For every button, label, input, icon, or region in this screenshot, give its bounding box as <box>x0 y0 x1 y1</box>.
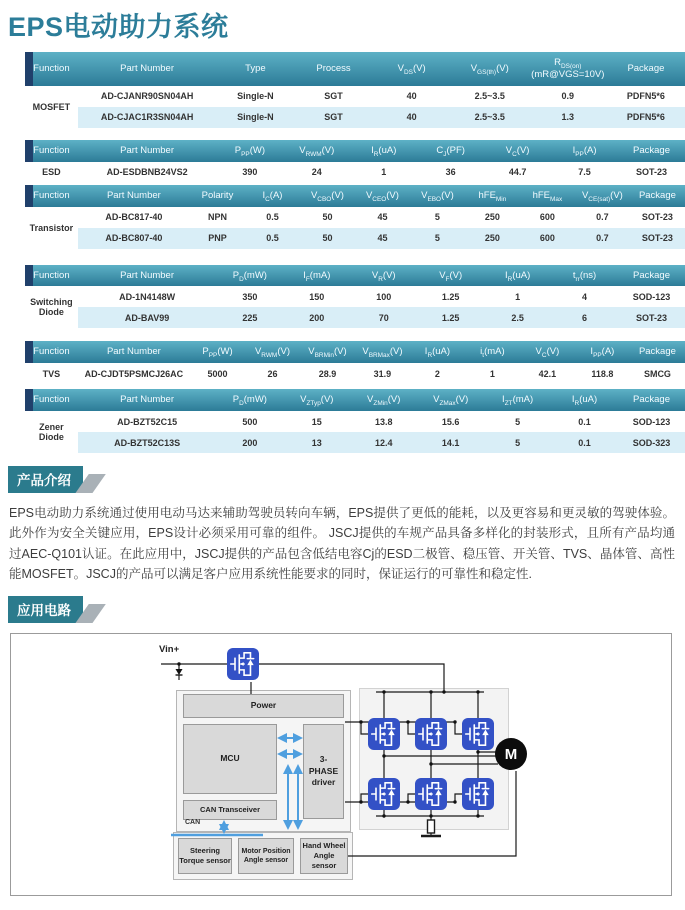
header-cell: $P_D(mW)$ <box>216 389 283 411</box>
body-cell: 15 <box>283 411 350 432</box>
body-cell: 13 <box>283 432 350 453</box>
section-badge-intro: 产品介绍 <box>8 466 83 493</box>
body-cell: SOD-123 <box>618 411 685 432</box>
spec-table-mosfet <box>25 52 685 128</box>
body-cell: AD-CJDT5PSMCJ26AC <box>78 363 190 384</box>
header-cell: $I_{PP}(A)$ <box>551 140 618 162</box>
body-cell: 45 <box>355 207 410 228</box>
body-cell: 36 <box>417 162 484 183</box>
spec-table-zener-diode <box>25 389 685 453</box>
header-cell: $I_R(uA)$ <box>350 140 417 162</box>
mosfet-icon <box>462 718 494 750</box>
spec-table-tvs <box>25 341 685 384</box>
header-cell: $t_{rr}(ns)$ <box>551 265 618 287</box>
body-cell: SGT <box>294 86 372 107</box>
header-cell: Function <box>25 52 78 86</box>
sensor-label: Hand Wheel Angle sensor <box>302 840 346 871</box>
header-cell: $V_{ZTyp}(V)$ <box>283 389 350 411</box>
body-cell: 2.5 <box>484 307 551 328</box>
header-cell: $I_R(uA)$ <box>484 265 551 287</box>
body-cell: 0.9 <box>529 86 607 107</box>
body-cell: SOT-23 <box>618 307 685 328</box>
motor-position-sensor-block <box>238 838 294 874</box>
spec-table-switching-diode <box>25 265 685 329</box>
body-cell: 2 <box>410 363 465 384</box>
header-cell: $I_R(uA)$ <box>410 341 465 363</box>
body-cell: PDFN5*6 <box>607 86 685 107</box>
body-cell: 28.9 <box>300 363 355 384</box>
header-cell: $C_J(PF)$ <box>417 140 484 162</box>
body-cell: 0.7 <box>575 207 630 228</box>
body-cell: 1 <box>465 363 520 384</box>
body-cell: 0.5 <box>245 228 300 249</box>
header-cell: $V_{BRMin}(V)$ <box>300 341 355 363</box>
body-cell: 12.4 <box>350 432 417 453</box>
page-title: EPS电动助力系统 <box>8 12 229 42</box>
header-cell: $P_D(mW)$ <box>216 265 283 287</box>
header-cell: $R_{DS(on)}$ (mR@VGS=10V) <box>529 52 607 86</box>
body-cell: 150 <box>283 286 350 307</box>
sensor-label: Motor Position Angle sensor <box>241 847 291 865</box>
body-cell: 6 <box>551 307 618 328</box>
header-cell: $V_C(V)$ <box>520 341 575 363</box>
body-cell: 200 <box>216 432 283 453</box>
body-cell: 24 <box>283 162 350 183</box>
can-transceiver-label: CAN Transceiver <box>199 805 261 815</box>
header-cell: $V_{CBO}(V)$ <box>300 185 355 207</box>
header-cell: Polarity <box>190 185 245 207</box>
body-cell: 31.9 <box>355 363 410 384</box>
header-cell: $I_C(A)$ <box>245 185 300 207</box>
header-cell: $I_F(mA)$ <box>283 265 350 287</box>
header-cell: Part Number <box>78 52 217 86</box>
body-cell: AD-ESDBNB24VS2 <box>78 162 217 183</box>
spec-table-transistor <box>25 185 685 249</box>
body-cell: 1 <box>350 162 417 183</box>
body-cell: 500 <box>216 411 283 432</box>
three-phase-driver-block <box>303 724 344 819</box>
power-label: Power <box>250 700 277 711</box>
body-cell: PNP <box>190 228 245 249</box>
function-cell: TVS <box>25 363 78 384</box>
header-cell: $I_R(uA)$ <box>551 389 618 411</box>
body-cell: 5 <box>410 228 465 249</box>
header-cell: Function <box>25 341 78 363</box>
mosfet-icon <box>368 778 400 810</box>
body-cell: 5 <box>484 411 551 432</box>
body-cell: 390 <box>216 162 283 183</box>
header-cell: Type <box>216 52 294 86</box>
body-cell: 14.1 <box>417 432 484 453</box>
intro-paragraph: EPS电动助力系统通过使用电动马达来辅助驾驶员转向车辆，EPS提供了更低的能耗，以及更容易和更灵敏的驾驶体验。此外作为安全关键应用，EPS设计必须采用可靠的组件。 JSCJ提供的车规产品具备多样化的封装形式，且所有产品均通过AEC-Q101认证。在此应用中，JSCJ提供的产品包含低结电容Cj的ESD二极管、稳压管、开关管、TVS、晶体管、高性能MOSFET。JSCJ的产品可以满足客户应用系统性能要求的同时，保证运行的可靠性和稳定性. <box>9 506 675 581</box>
body-cell: 50 <box>300 207 355 228</box>
body-cell: 5000 <box>190 363 245 384</box>
body-cell: 42.1 <box>520 363 575 384</box>
mosfet-icon <box>415 718 447 750</box>
header-cell: Part Number <box>78 341 190 363</box>
body-cell: 0.5 <box>245 207 300 228</box>
mcu-label: MCU <box>220 753 240 764</box>
driver-label-line: PHASE <box>308 765 339 776</box>
body-cell: 200 <box>283 307 350 328</box>
header-cell: Function <box>25 140 78 162</box>
section-badge-circuit: 应用电路 <box>8 596 83 623</box>
header-cell: $V_{ZMax}(V)$ <box>417 389 484 411</box>
header-cell: $V_R(V)$ <box>350 265 417 287</box>
hand-wheel-sensor-block <box>300 838 348 874</box>
header-cell: Function <box>25 265 78 287</box>
function-cell: Zener Diode <box>25 411 78 453</box>
body-cell: NPN <box>190 207 245 228</box>
header-cell: $V_{DS}(V)$ <box>373 52 451 86</box>
body-cell: 0.1 <box>551 432 618 453</box>
header-cell: Package <box>607 52 685 86</box>
header-cell: Package <box>618 265 685 287</box>
header-cell: $V_{RWM}(V)$ <box>245 341 300 363</box>
header-cell: $V_{EBO}(V)$ <box>410 185 465 207</box>
header-cell: hFE$_{Min}$ <box>465 185 520 207</box>
header-cell: $V_{ZMin}(V)$ <box>350 389 417 411</box>
body-cell: SOD-123 <box>618 286 685 307</box>
body-cell: 2.5~3.5 <box>451 107 529 128</box>
spec-tables <box>0 52 685 453</box>
body-cell: 15.6 <box>417 411 484 432</box>
header-cell: Process <box>294 52 372 86</box>
mosfet-icon <box>227 648 259 680</box>
header-cell: hFE$_{Max}$ <box>520 185 575 207</box>
section-product-intro <box>0 466 685 584</box>
body-cell: 1.25 <box>417 286 484 307</box>
body-cell: 118.8 <box>575 363 630 384</box>
body-cell: 40 <box>373 86 451 107</box>
header-cell: $V_{CE(sat)}(V)$ <box>575 185 630 207</box>
function-cell: Switching Diode <box>25 286 78 328</box>
body-cell: SOD-323 <box>618 432 685 453</box>
body-cell: 225 <box>216 307 283 328</box>
header-cell: $P_{PP}(W)$ <box>190 341 245 363</box>
body-cell: 250 <box>465 207 520 228</box>
function-cell: ESD <box>25 162 78 183</box>
body-cell: 44.7 <box>484 162 551 183</box>
power-block <box>183 694 344 718</box>
body-cell: 70 <box>350 307 417 328</box>
header-cell: Part Number <box>78 185 190 207</box>
header-cell: $V_C(V)$ <box>484 140 551 162</box>
steering-torque-sensor-block <box>178 838 232 874</box>
body-cell: 1 <box>484 286 551 307</box>
body-cell: 5 <box>484 432 551 453</box>
body-cell: 250 <box>465 228 520 249</box>
body-cell: Single-N <box>216 107 294 128</box>
header-cell: Package <box>630 341 685 363</box>
header-cell: Package <box>618 389 685 411</box>
function-cell: Transistor <box>25 207 78 249</box>
body-cell: 45 <box>355 228 410 249</box>
section-application-circuit <box>0 596 685 623</box>
body-cell: AD-BC817-40 <box>78 207 190 228</box>
body-cell: 1.25 <box>417 307 484 328</box>
header-cell: $V_{BRMax}(V)$ <box>355 341 410 363</box>
can-transceiver-block <box>183 800 277 820</box>
body-cell: SGT <box>294 107 372 128</box>
function-cell: MOSFET <box>25 86 78 128</box>
body-cell: AD-BZT52C13S <box>78 432 217 453</box>
body-cell: 100 <box>350 286 417 307</box>
body-cell: 600 <box>520 207 575 228</box>
body-cell: Single-N <box>216 86 294 107</box>
header-cell: $V_{GS(th)}(V)$ <box>451 52 529 86</box>
body-cell: 600 <box>520 228 575 249</box>
header-cell: $V_{RWM}(V)$ <box>283 140 350 162</box>
header-cell: Function <box>25 389 78 411</box>
body-cell: SOT-23 <box>618 162 685 183</box>
driver-label-line: driver <box>311 777 336 788</box>
spec-table-esd <box>25 140 685 183</box>
header-cell: Package <box>630 185 685 207</box>
body-cell: SMCG <box>630 363 685 384</box>
body-cell: 50 <box>300 228 355 249</box>
header-cell: Part Number <box>78 140 217 162</box>
header-cell: $P_{PP}(W)$ <box>216 140 283 162</box>
motor-label: M <box>504 745 518 763</box>
header-cell: Part Number <box>78 265 217 287</box>
body-cell: 350 <box>216 286 283 307</box>
header-cell: $I_{ZT}(mA)$ <box>484 389 551 411</box>
vin-label: Vin+ <box>159 644 180 656</box>
sensor-label: Steering Torque sensor <box>179 846 231 866</box>
body-cell: 40 <box>373 107 451 128</box>
body-cell: PDFN5*6 <box>607 107 685 128</box>
body-cell: AD-CJANR90SN04AH <box>78 86 217 107</box>
can-bus-label: CAN <box>185 819 201 827</box>
body-cell: AD-CJAC1R3SN04AH <box>78 107 217 128</box>
body-cell: 5 <box>410 207 465 228</box>
mcu-block <box>183 724 277 794</box>
driver-label-line: 3- <box>319 754 328 765</box>
body-cell: AD-BAV99 <box>78 307 217 328</box>
body-cell: 4 <box>551 286 618 307</box>
body-cell: AD-BZT52C15 <box>78 411 217 432</box>
body-cell: AD-BC807-40 <box>78 228 190 249</box>
body-cell: SOT-23 <box>630 228 685 249</box>
header-cell: $I_{PP}(A)$ <box>575 341 630 363</box>
body-cell: 7.5 <box>551 162 618 183</box>
mosfet-icon <box>415 778 447 810</box>
header-cell: Package <box>618 140 685 162</box>
body-cell: 1.3 <box>529 107 607 128</box>
body-cell: SOT-23 <box>630 207 685 228</box>
body-cell: 26 <box>245 363 300 384</box>
header-cell: Part Number <box>78 389 217 411</box>
body-cell: AD-1N4148W <box>78 286 217 307</box>
header-cell: $V_F(V)$ <box>417 265 484 287</box>
application-circuit-diagram <box>10 633 672 896</box>
header-cell: $i_t(mA)$ <box>465 341 520 363</box>
header-cell: $V_{CEO}(V)$ <box>355 185 410 207</box>
body-cell: 0.1 <box>551 411 618 432</box>
body-cell: 13.8 <box>350 411 417 432</box>
mosfet-icon <box>368 718 400 750</box>
body-cell: 0.7 <box>575 228 630 249</box>
header-cell: Function <box>25 185 78 207</box>
body-cell: 2.5~3.5 <box>451 86 529 107</box>
mosfet-icon <box>462 778 494 810</box>
motor-icon <box>495 738 527 770</box>
